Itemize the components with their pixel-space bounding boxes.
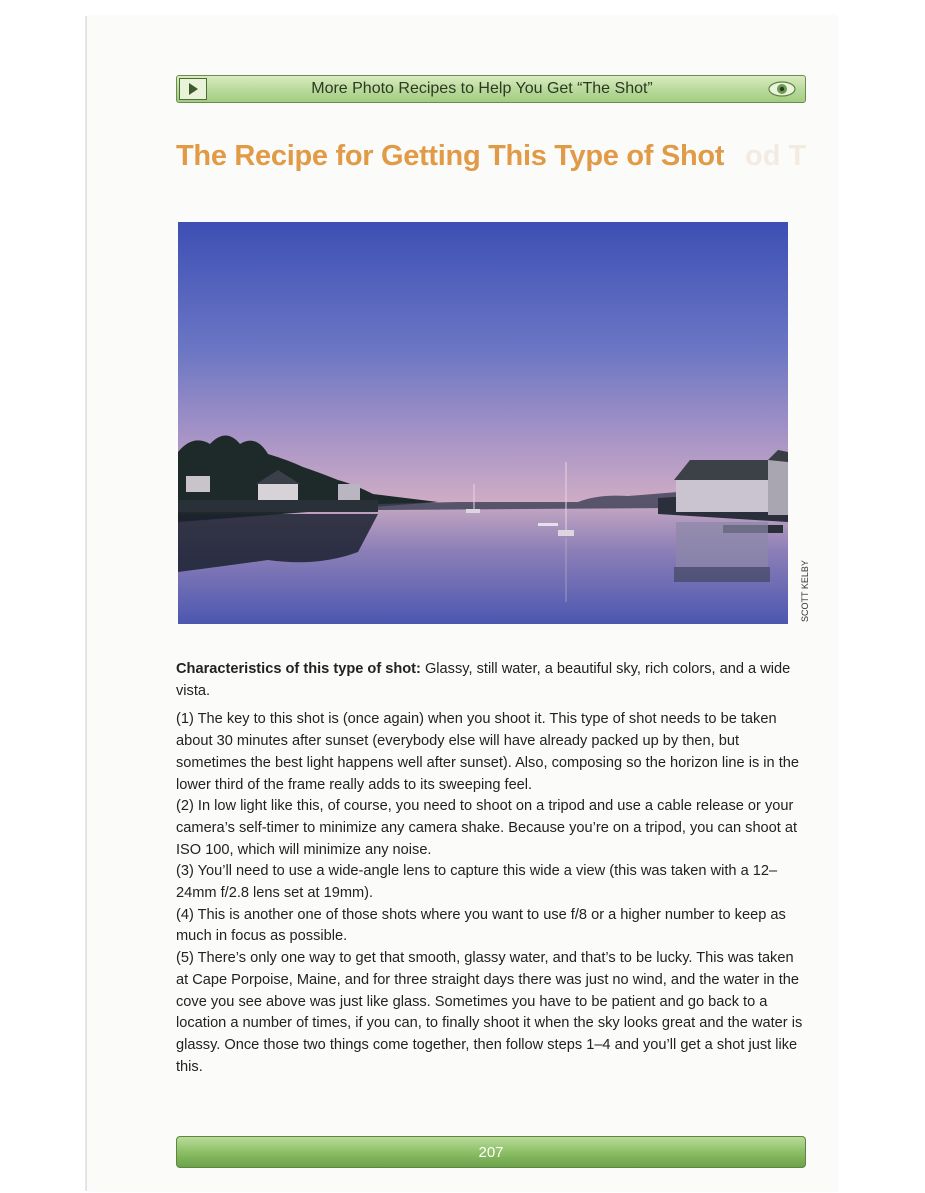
characteristics-text: Glassy, still water, a beautiful sky, rich colors, and a wide vista.	[176, 661, 791, 699]
page-number: 207	[478, 1143, 504, 1161]
section-header-bar	[176, 75, 806, 103]
section-header-title: More Photo Recipes to Help You Get “The Shot”	[311, 80, 653, 97]
eye-icon	[767, 79, 797, 99]
step-3: (3) You’ll need to use a wide-angle lens to capture this wide a view (this was taken with a 12–24mm f/2.8 lens set at 19mm).	[176, 863, 778, 902]
play-icon[interactable]	[179, 78, 207, 100]
page-title: The Recipe for Getting This Type of Shot	[176, 140, 725, 172]
step-5: (5) There’s only one way to get that smooth, glassy water, and that’s to be lucky. This was taken at Cape Porpoise, Maine, and for three straight days there was just no wind, and the water in the cove you see above was just like glass. Sometimes you have to be patient and go back to a location a number of times, if you can, to finally shoot it when the sky looks great and the water is glassy. Once those two things come together, then follow steps 1–4 and you’ll get a shot just like this.	[176, 950, 803, 1075]
photo-credit: SCOTT KELBY	[800, 560, 810, 622]
step-4: (4) This is another one of those shots where you want to use f/8 or a higher number to keep as much in focus as possible.	[176, 906, 786, 945]
bleed-through-text: od T	[745, 140, 807, 172]
body-text	[176, 659, 806, 1078]
step-1: (1) The key to this shot is (once again) when you shoot it. This type of shot needs to be taken about 30 minutes after sunset (everybody else will have already packed up by then, but sometimes the best light happens well after sunset). Also, composing so the horizon line is in the lower third of the frame really adds to its sweeping feel.	[176, 711, 799, 793]
characteristics-paragraph	[176, 659, 806, 702]
harbor-photo	[178, 222, 788, 624]
step-2: (2) In low light like this, of course, you need to shoot on a tripod and use a cable release or your camera’s self-timer to minimize any camera shake. Because you’re on a tripod, you can shoot at ISO 100, which will minimize any noise.	[176, 798, 798, 858]
footer-bar	[176, 1136, 806, 1168]
characteristics-label: Characteristics of this type of shot:	[176, 661, 421, 677]
